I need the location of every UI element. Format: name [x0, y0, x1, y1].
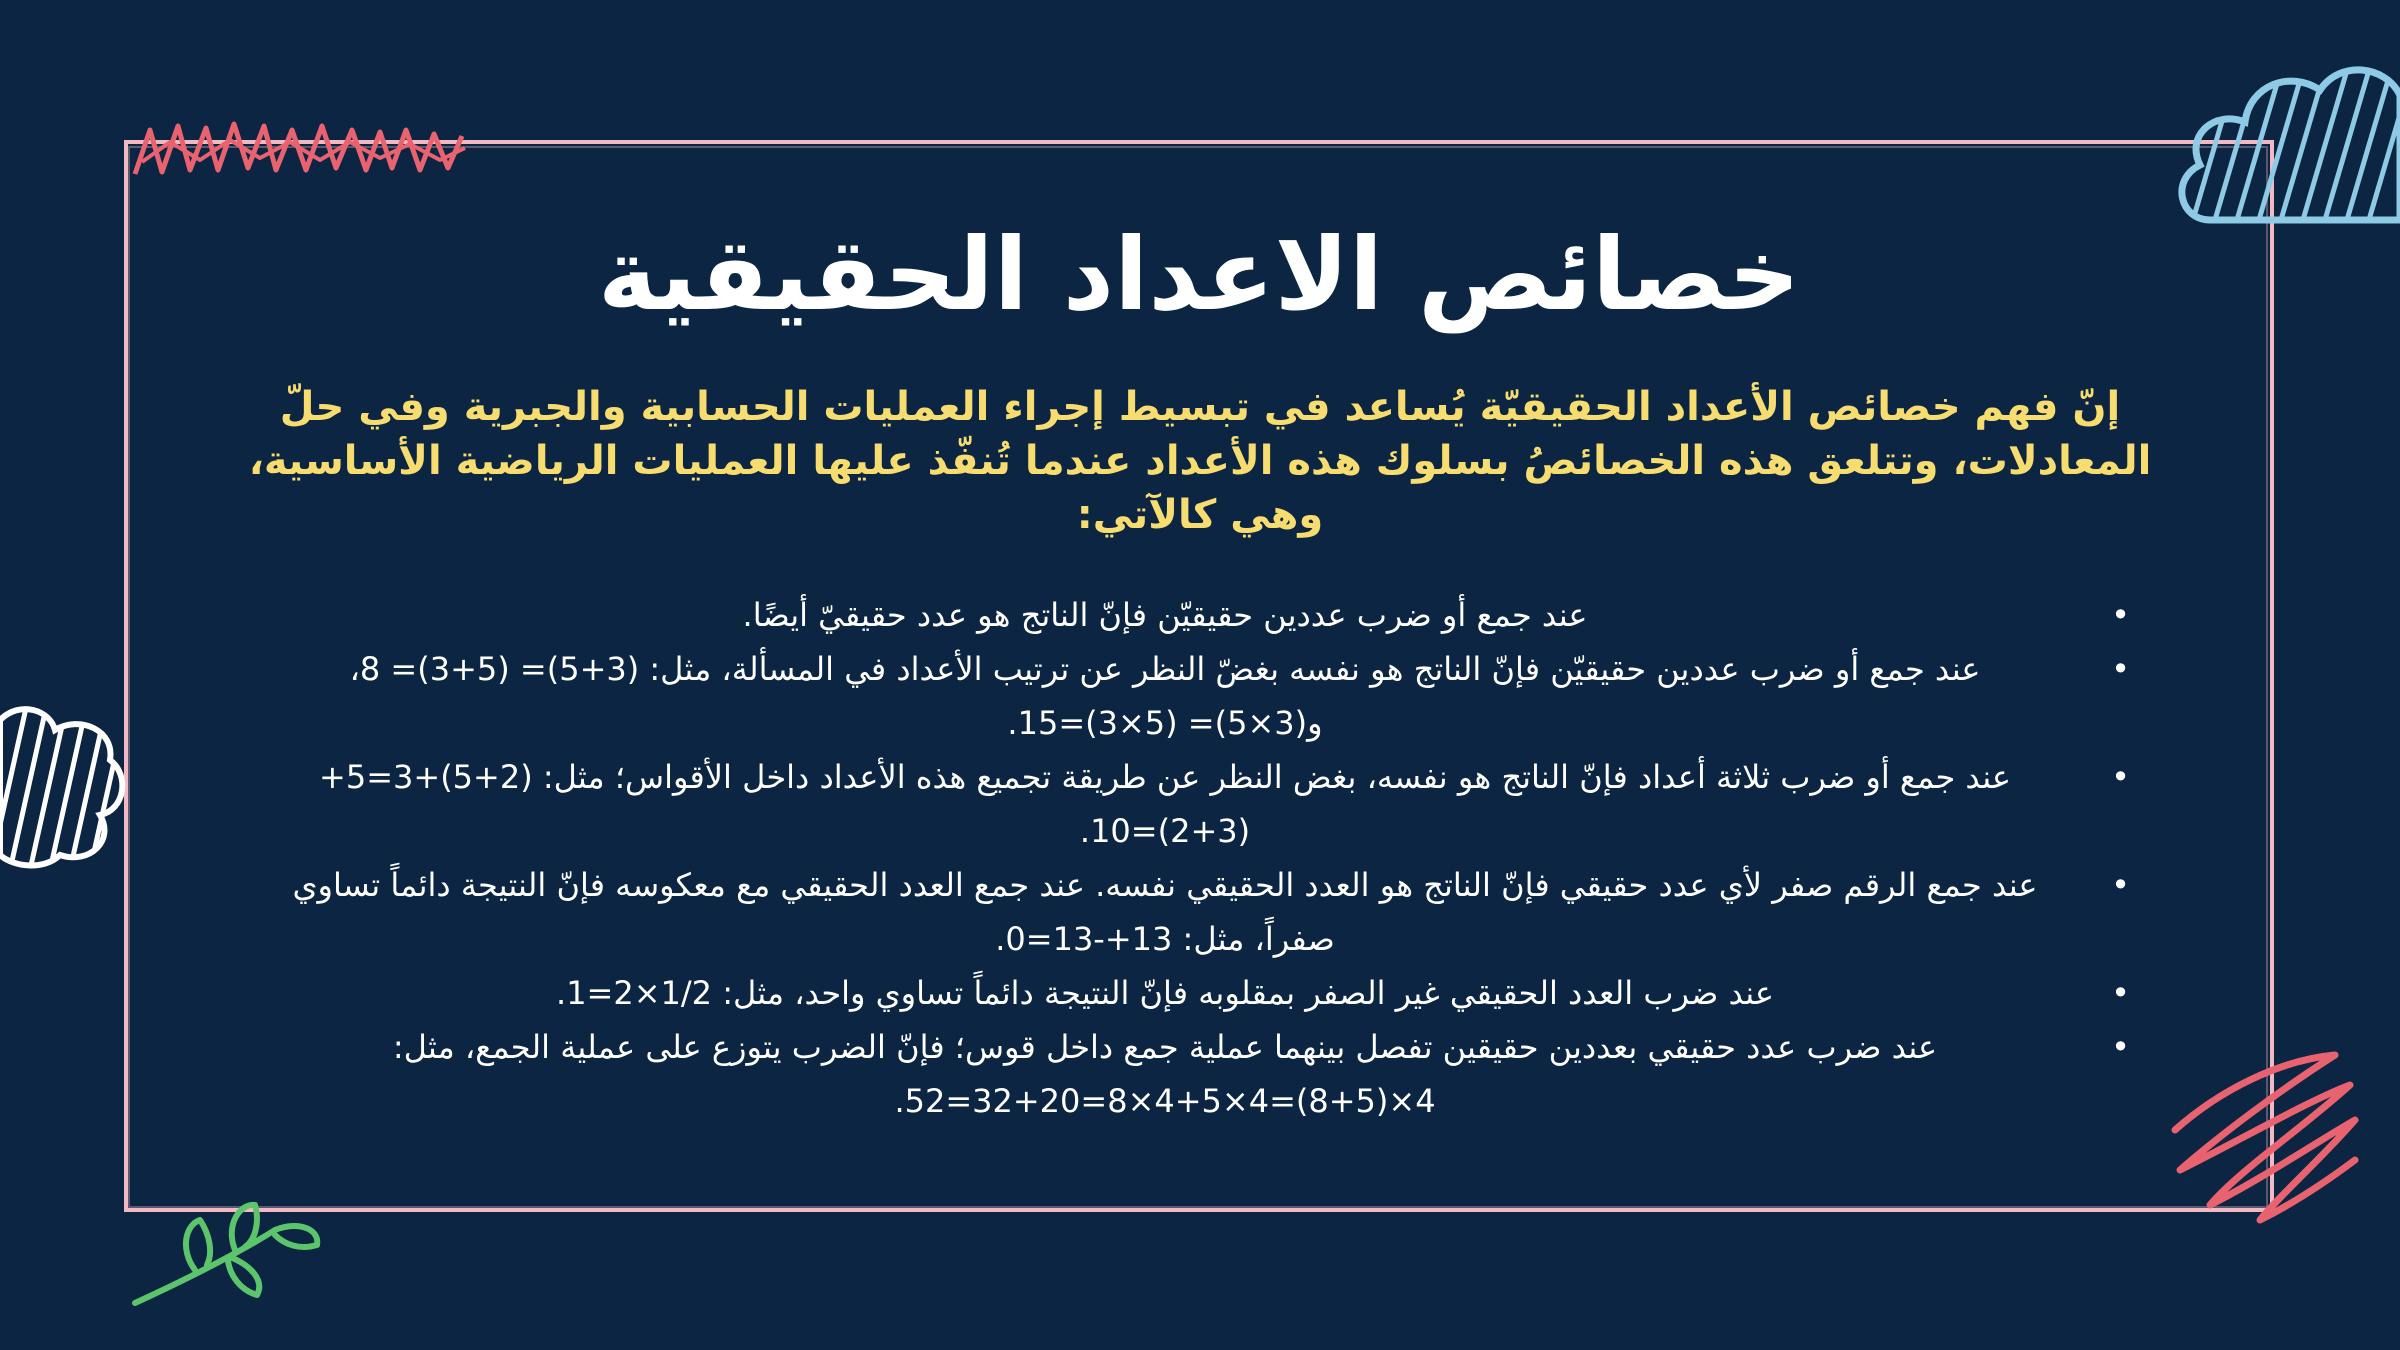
cloud-left-icon [0, 690, 130, 870]
list-item: • عند جمع أو ضرب عددين حقيقيّن فإنّ الناتج هو عدد حقيقيّ أيضًا. [280, 588, 2130, 642]
list-item: • عند ضرب عدد حقيقي بعددين حقيقين تفصل بينهما عملية جمع داخل قوس؛ فإنّ الضرب يتوزع على عملية الجمع، مثل: 4×(5+8)=4×5+4×8=20+32=52. [280, 1020, 2130, 1128]
list-item: • عند جمع أو ضرب عددين حقيقيّن فإنّ الناتج هو نفسه بغضّ النظر عن ترتيب الأعداد في المسألة، مثل: (3+5)= (5+3)= 8، و(3×5)= (5×3)=15. [280, 642, 2130, 750]
slide-title: خصائص الاعداد الحقيقية [597, 216, 1801, 333]
properties-list [280, 588, 2190, 1128]
zigzag-icon [130, 112, 470, 182]
intro-paragraph: إنّ فهم خصائص الأعداد الحقيقيّة يُساعد في تبسيط إجراء العمليات الحسابية والجبرية وفي حلّ المعادلات، وتتلعق هذه الخصائصُ بسلوك هذه الأعداد عندما تُنفّذ عليها العمليات الرياضية الأساسية، وهي كالآتي: [248, 384, 2152, 538]
leaf-icon [125, 1195, 325, 1315]
scribble-icon [2160, 1040, 2360, 1230]
list-item: • عند ضرب العدد الحقيقي غير الصفر بمقلوبه فإنّ النتيجة دائماً تساوي واحد، مثل: 1/2×2=1. [280, 966, 2130, 1020]
list-item: • عند جمع أو ضرب ثلاثة أعداد فإنّ الناتج هو نفسه، بغض النظر عن طريقة تجميع هذه الأعداد داخل الأقواس؛ مثل: (2+5)+3=5+(3+2)=10. [280, 750, 2130, 858]
list-item: • عند جمع الرقم صفر لأي عدد حقيقي فإنّ الناتج هو العدد الحقيقي نفسه. عند جمع العدد الحقيقي مع معكوسه فإنّ النتيجة دائماً تساوي صفراً، مثل: 13+-13=0. [280, 858, 2130, 966]
